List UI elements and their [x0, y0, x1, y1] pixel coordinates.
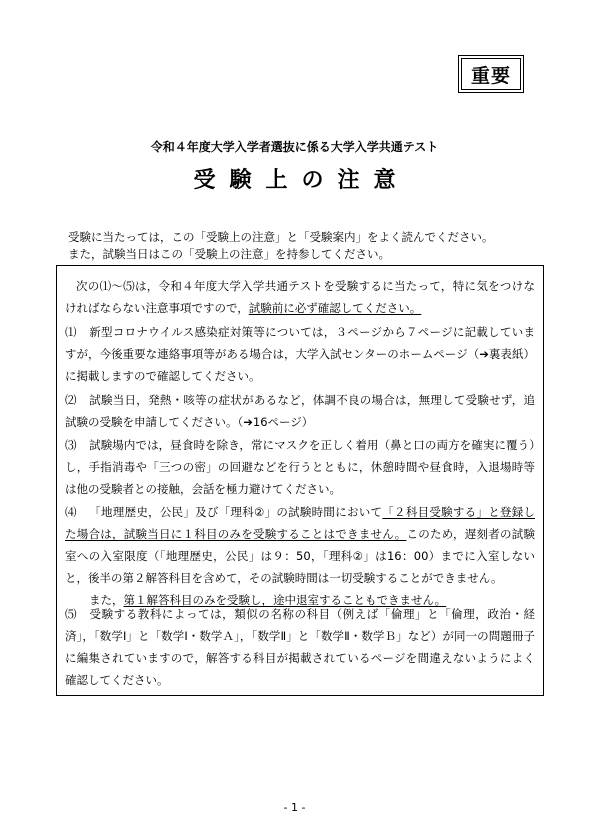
notice-item-4	[65, 501, 535, 611]
item-text: 試験場内では，昼食時を除き，常にマスクを正しく着用（鼻と口の両方を確実に覆う）し，手指消毒や「三つの密」の回避などを行うとともに，休憩時間や昼食時，入退場時等は他の受験者との接触，会話を極力避けてください。	[65, 438, 535, 496]
notice-item-5	[65, 603, 535, 691]
item-text-c: また，	[89, 593, 124, 607]
important-badge	[458, 55, 524, 93]
notice-item-3	[65, 434, 535, 500]
notice-box	[56, 265, 544, 696]
document-subtitle: 令和４年度大学入学者選抜に係る大学入学共通テスト	[150, 140, 439, 154]
item-emphasis-a: 「２科目受験する」と登録した場合は，試験当日に１科目のみを受験することはできません。	[65, 505, 535, 541]
item-number: ⑵	[65, 393, 77, 407]
item-number: ⑴	[65, 325, 77, 339]
item-number: ⑶	[65, 438, 77, 452]
item-number: ⑸	[65, 607, 77, 621]
notice-lead	[65, 275, 535, 319]
item-text: 試験当日，発熱・咳等の症状があるなど，体調不良の場合は，無理して受験せず，追試験の受験を申請してください。（➔16ページ）	[65, 393, 535, 429]
item-text: 新型コロナウイルス感染症対策等については，３ページから７ページに記載していますが，今後重要な連絡事項等がある場合は，大学入試センターのホームページ（➔裏表紙）に掲載しますので確認してください。	[65, 325, 535, 383]
important-badge-label: 重要	[461, 58, 521, 90]
item-number: ⑷	[65, 505, 77, 519]
intro-paragraph	[68, 229, 494, 263]
intro-line-2: また，試験当日はこの「受験上の注意」を持参してください。	[68, 247, 390, 261]
item-text: 受験する教科によっては，類似の名称の科目（例えば「倫理」と「倫理，政治・経済」，「数学Ⅰ」と「数学Ⅰ・数学Ａ」，「数学Ⅱ」と「数学Ⅱ・数学Ｂ」など）が同一の問題冊子に編集されていますので，解答する科目が掲載されているページを間違えないようによく確認してください。	[65, 607, 535, 687]
notice-item-1	[65, 321, 535, 387]
notice-item-2	[65, 389, 535, 433]
item-text-b: このため，遅刻者の試験室への入室限度（「地理歴史，公民」は９：50，「理科②」は16：00）までに入室しないと，後半の第２解答科目を含めて，その試験時間は一切受験することができません。	[65, 527, 535, 585]
item-emphasis-c: 第１解答科目のみを受験し，途中退室することもできません。	[123, 593, 447, 607]
item-text-a: 「地理歴史，公民」及び「理科②」の試験時間において	[89, 505, 383, 519]
document-title: 受験上の注意	[193, 168, 410, 193]
page-number: - 1 -	[283, 801, 306, 814]
intro-line-1: 受験に当たっては，この「受験上の注意」と「受験案内」をよく読んでください。	[68, 230, 494, 244]
notice-lead-text: 次の⑴〜⑸は，令和４年度大学入学共通テストを受験するに当たって，特に気をつけなければならない注意事項ですので，	[65, 279, 535, 315]
notice-lead-emphasis: 試験前に必ず確認してください。	[248, 301, 422, 315]
